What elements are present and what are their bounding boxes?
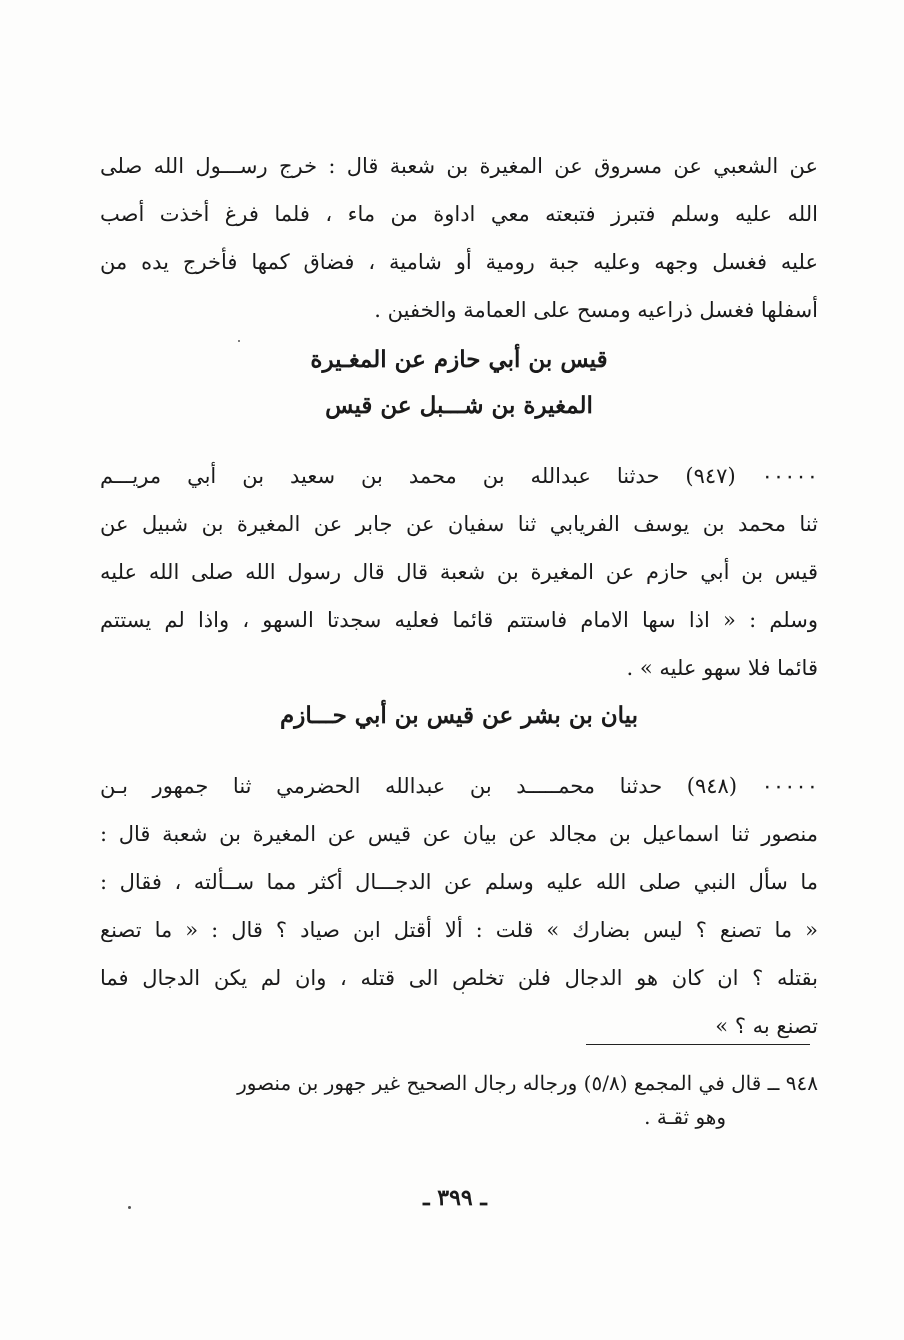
section-heading-qays-mughira: قيس بن أبي حازم عن المغـيرة xyxy=(310,346,608,373)
scan-speck xyxy=(238,340,240,342)
paragraph-line: تصنع به ؟ » xyxy=(715,1014,818,1038)
paragraph-line: عليه فغسل وجهه وعليه جبة رومية أو شامية ، فضاق كمها فأخرج يده من xyxy=(100,250,818,274)
footnote-line: ٩٤٨ ــ قال في المجمع (٥/٨) ورجاله رجال الصحيح غير جهور بن منصور xyxy=(237,1071,818,1095)
paragraph-line: ٠٠٠٠٠ (٩٤٨) حدثنا محمـــــد بن عبدالله الحضرمي ثنا جمهور بـن xyxy=(100,774,818,798)
paragraph-line: ٠٠٠٠٠ (٩٤٧) حدثنا عبدالله بن محمد بن سعيد بن أبي مريـــم xyxy=(100,464,818,488)
paragraph-line: عن الشعبي عن مسروق عن المغيرة بن شعبة قال : خرج رســـول الله صلى xyxy=(100,154,818,178)
footnote-divider xyxy=(586,1044,810,1045)
paragraph-1 xyxy=(100,142,818,334)
section-heading-bayan-qays: بيان بن بشر عن قيس بن أبي حـــازم xyxy=(280,702,638,729)
paragraph-line: « ما تصنع ؟ ليس بضارك » قلت : ألا أقتل ابن صياد ؟ قال : « ما تصنع xyxy=(100,918,818,942)
paragraph-line: قائما فلا سهو عليه » . xyxy=(626,656,818,680)
footnote-line: وهو ثقـة . xyxy=(644,1105,726,1129)
scan-speck xyxy=(462,992,464,994)
page-number: ـ ٣٩٩ ـ xyxy=(423,1185,487,1211)
paragraph-line: الله عليه وسلم فتبرز فتبعته معي اداوة من ماء ، فلما فرغ أخذت أصب xyxy=(100,202,818,226)
paragraph-line: قيس بن أبي حازم عن المغيرة بن شعبة قال قال رسول الله صلى الله عليه xyxy=(100,560,818,584)
paragraph-hadith-948 xyxy=(100,762,818,1050)
footnote xyxy=(100,1066,818,1134)
paragraph-line: بقتله ؟ ان كان هو الدجال فلن تخلص الى قتله ، وان لم يكن الدجال فما xyxy=(100,966,818,990)
section-heading-mughira-shubayl: المغيرة بن شـــبل عن قيس xyxy=(325,392,593,419)
paragraph-line: ثنا محمد بن يوسف الفريابي ثنا سفيان عن جابر عن المغيرة بن شبيل عن xyxy=(100,512,818,536)
paragraph-line: منصور ثنا اسماعيل بن مجالد عن بيان عن قيس عن المغيرة بن شعبة قال : xyxy=(100,822,818,846)
paragraph-line: ما سأل النبي صلى الله عليه وسلم عن الدجـــال أكثر مما ســألته ، فقال : xyxy=(100,870,818,894)
paragraph-line: وسلم : « اذا سها الامام فاستتم قائما فعليه سجدتا السهو ، واذا لم يستتم xyxy=(100,608,818,632)
paragraph-hadith-947 xyxy=(100,452,818,692)
paragraph-line: أسفلها فغسل ذراعيه ومسح على العمامة والخفين . xyxy=(374,298,818,322)
scan-speck xyxy=(128,1206,131,1209)
